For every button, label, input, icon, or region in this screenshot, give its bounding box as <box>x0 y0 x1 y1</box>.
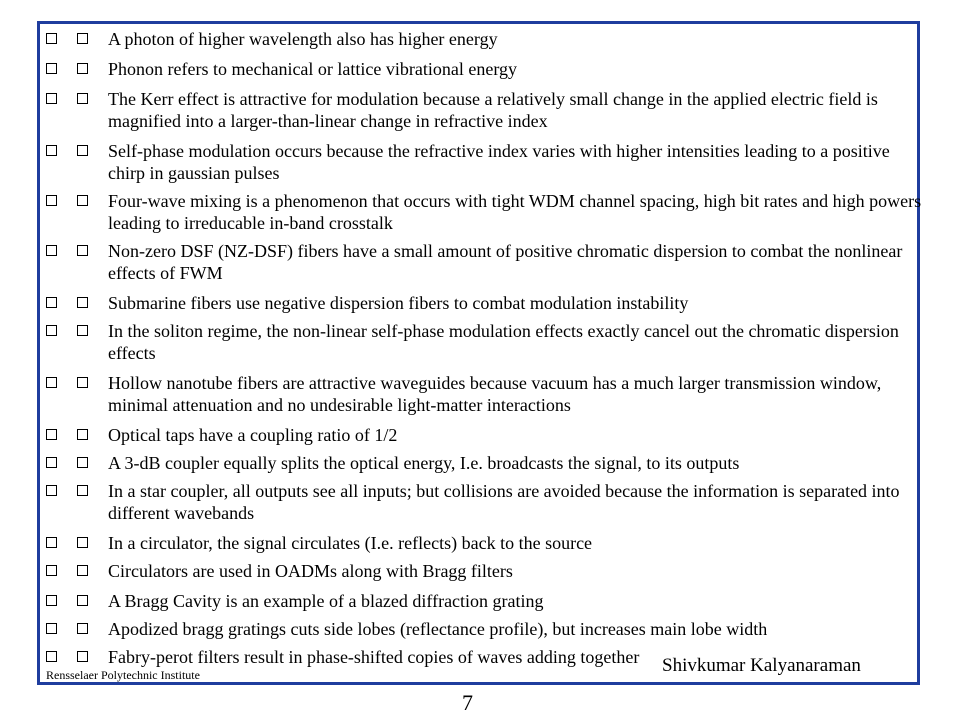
statement-text: Apodized bragg gratings cuts side lobes (reflectance profile), but increases main lobe width <box>108 619 768 639</box>
statement-text: Optical taps have a coupling ratio of 1/2 <box>108 425 398 445</box>
statement-text: Submarine fibers use negative dispersion fibers to combat modulation instability <box>108 293 689 313</box>
checkbox-pair[interactable] <box>46 292 108 308</box>
true-checkbox[interactable] <box>46 145 57 156</box>
true-checkbox[interactable] <box>46 195 57 206</box>
statement-text: Self-phase modulation occurs because the refractive index varies with higher intensities leading to a positive chirp in gaussian pulses <box>108 141 890 183</box>
list-item <box>46 590 926 612</box>
list-item <box>46 560 926 582</box>
statement-text: A photon of higher wavelength also has higher energy <box>108 29 498 49</box>
true-checkbox[interactable] <box>46 63 57 74</box>
false-checkbox[interactable] <box>77 245 88 256</box>
false-checkbox[interactable] <box>77 63 88 74</box>
statement-text: Four-wave mixing is a phenomenon that occurs with tight WDM channel spacing, high bit rates and high powers leading to irreducable in-band crosstalk <box>108 191 922 233</box>
true-checkbox[interactable] <box>46 457 57 468</box>
statement-text: A Bragg Cavity is an example of a blazed diffraction grating <box>108 591 544 611</box>
list-item <box>46 480 926 524</box>
false-checkbox[interactable] <box>77 485 88 496</box>
true-checkbox[interactable] <box>46 565 57 576</box>
list-item <box>46 292 926 314</box>
list-item <box>46 452 926 474</box>
checkbox-pair[interactable] <box>46 424 108 440</box>
false-checkbox[interactable] <box>77 325 88 336</box>
statement-text: In a circulator, the signal circulates (I.e. reflects) back to the source <box>108 533 593 553</box>
checkbox-pair[interactable] <box>46 646 108 662</box>
statement-text: The Kerr effect is attractive for modulation because a relatively small change in the applied electric field is magnified into a larger-than-linear change in refractive index <box>108 89 878 131</box>
true-checkbox[interactable] <box>46 93 57 104</box>
false-checkbox[interactable] <box>77 195 88 206</box>
list-item <box>46 618 926 640</box>
true-checkbox[interactable] <box>46 537 57 548</box>
checkbox-pair[interactable] <box>46 618 108 634</box>
list-item <box>46 190 926 234</box>
true-checkbox[interactable] <box>46 623 57 634</box>
true-checkbox[interactable] <box>46 595 57 606</box>
false-checkbox[interactable] <box>77 297 88 308</box>
false-checkbox[interactable] <box>77 537 88 548</box>
checkbox-pair[interactable] <box>46 88 108 104</box>
checkbox-pair[interactable] <box>46 532 108 548</box>
statement-text: Non-zero DSF (NZ-DSF) fibers have a small amount of positive chromatic dispersion to combat the nonlinear effects of FWM <box>108 241 903 283</box>
true-checkbox[interactable] <box>46 325 57 336</box>
checkbox-pair[interactable] <box>46 560 108 576</box>
false-checkbox[interactable] <box>77 651 88 662</box>
list-item <box>46 240 926 284</box>
true-checkbox[interactable] <box>46 245 57 256</box>
statement-text: In a star coupler, all outputs see all inputs; but collisions are avoided because the information is separated into different wavebands <box>108 481 900 523</box>
checkbox-pair[interactable] <box>46 320 108 336</box>
list-item <box>46 140 926 184</box>
checkbox-pair[interactable] <box>46 58 108 74</box>
statement-list <box>46 28 926 668</box>
checkbox-pair[interactable] <box>46 190 108 206</box>
statement-text: Fabry-perot filters result in phase-shifted copies of waves adding together <box>108 647 640 667</box>
list-item <box>46 424 926 446</box>
statement-text: Hollow nanotube fibers are attractive waveguides because vacuum has a much larger transmission window, minimal attenuation and no undesirable light-matter interactions <box>108 373 882 415</box>
true-checkbox[interactable] <box>46 377 57 388</box>
statement-text: Phonon refers to mechanical or lattice vibrational energy <box>108 59 518 79</box>
false-checkbox[interactable] <box>77 457 88 468</box>
false-checkbox[interactable] <box>77 33 88 44</box>
false-checkbox[interactable] <box>77 429 88 440</box>
false-checkbox[interactable] <box>77 145 88 156</box>
author-label: Shivkumar Kalyanaraman <box>662 655 861 676</box>
true-checkbox[interactable] <box>46 485 57 496</box>
false-checkbox[interactable] <box>77 595 88 606</box>
true-checkbox[interactable] <box>46 297 57 308</box>
page-number: 7 <box>462 690 473 715</box>
false-checkbox[interactable] <box>77 93 88 104</box>
checkbox-pair[interactable] <box>46 452 108 468</box>
statement-text: A 3-dB coupler equally splits the optical energy, I.e. broadcasts the signal, to its outputs <box>108 453 740 473</box>
checkbox-pair[interactable] <box>46 240 108 256</box>
list-item <box>46 372 926 416</box>
false-checkbox[interactable] <box>77 565 88 576</box>
checkbox-pair[interactable] <box>46 590 108 606</box>
list-item <box>46 320 926 364</box>
institution-label: Rensselaer Polytechnic Institute <box>46 668 200 682</box>
list-item <box>46 28 926 50</box>
statement-text: In the soliton regime, the non-linear self-phase modulation effects exactly cancel out the chromatic dispersion effects <box>108 321 899 363</box>
checkbox-pair[interactable] <box>46 372 108 388</box>
false-checkbox[interactable] <box>77 623 88 634</box>
list-item <box>46 58 926 80</box>
checkbox-pair[interactable] <box>46 28 108 44</box>
true-checkbox[interactable] <box>46 33 57 44</box>
true-checkbox[interactable] <box>46 651 57 662</box>
checkbox-pair[interactable] <box>46 480 108 496</box>
true-checkbox[interactable] <box>46 429 57 440</box>
list-item <box>46 532 926 554</box>
checkbox-pair[interactable] <box>46 140 108 156</box>
statement-text: Circulators are used in OADMs along with Bragg filters <box>108 561 513 581</box>
false-checkbox[interactable] <box>77 377 88 388</box>
list-item <box>46 88 926 132</box>
